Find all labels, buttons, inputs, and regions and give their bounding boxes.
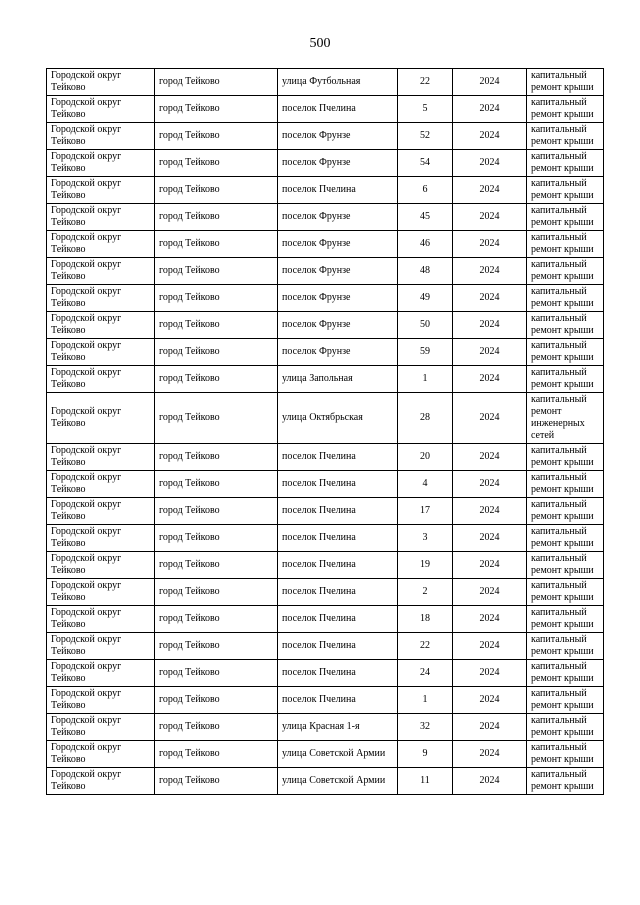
- house-number-cell: 1: [398, 366, 453, 393]
- city-cell: город Тейково: [155, 339, 278, 366]
- work-type-cell: капитальный ремонт крыши: [527, 339, 604, 366]
- year-cell: 2024: [453, 96, 527, 123]
- street-cell: поселок Пчелина: [278, 177, 398, 204]
- year-cell: 2024: [453, 768, 527, 795]
- district-cell: Городской округ Тейково: [47, 498, 155, 525]
- year-cell: 2024: [453, 69, 527, 96]
- house-number-cell: 32: [398, 714, 453, 741]
- house-number-cell: 45: [398, 204, 453, 231]
- table-row: [47, 714, 604, 741]
- district-cell: Городской округ Тейково: [47, 339, 155, 366]
- district-cell: Городской округ Тейково: [47, 633, 155, 660]
- district-cell: Городской округ Тейково: [47, 768, 155, 795]
- work-type-cell: капитальный ремонт крыши: [527, 498, 604, 525]
- work-type-cell: капитальный ремонт крыши: [527, 123, 604, 150]
- house-number-cell: 20: [398, 444, 453, 471]
- work-type-cell: капитальный ремонт крыши: [527, 231, 604, 258]
- house-number-cell: 22: [398, 69, 453, 96]
- city-cell: город Тейково: [155, 579, 278, 606]
- work-type-cell: капитальный ремонт крыши: [527, 444, 604, 471]
- table-row: [47, 741, 604, 768]
- table-row: [47, 177, 604, 204]
- street-cell: поселок Пчелина: [278, 471, 398, 498]
- house-number-cell: 59: [398, 339, 453, 366]
- year-cell: 2024: [453, 177, 527, 204]
- district-cell: Городской округ Тейково: [47, 231, 155, 258]
- year-cell: 2024: [453, 714, 527, 741]
- year-cell: 2024: [453, 579, 527, 606]
- district-cell: Городской округ Тейково: [47, 312, 155, 339]
- house-number-cell: 17: [398, 498, 453, 525]
- table-row: [47, 366, 604, 393]
- street-cell: поселок Фрунзе: [278, 204, 398, 231]
- house-number-cell: 48: [398, 258, 453, 285]
- work-type-cell: капитальный ремонт крыши: [527, 258, 604, 285]
- year-cell: 2024: [453, 393, 527, 444]
- year-cell: 2024: [453, 471, 527, 498]
- street-cell: поселок Пчелина: [278, 96, 398, 123]
- year-cell: 2024: [453, 660, 527, 687]
- street-cell: поселок Фрунзе: [278, 150, 398, 177]
- year-cell: 2024: [453, 606, 527, 633]
- street-cell: улица Октябрьская: [278, 393, 398, 444]
- year-cell: 2024: [453, 123, 527, 150]
- district-cell: Городской округ Тейково: [47, 393, 155, 444]
- house-number-cell: 24: [398, 660, 453, 687]
- work-type-cell: капитальный ремонт крыши: [527, 150, 604, 177]
- year-cell: 2024: [453, 204, 527, 231]
- work-type-cell: капитальный ремонт крыши: [527, 204, 604, 231]
- district-cell: Городской округ Тейково: [47, 579, 155, 606]
- city-cell: город Тейково: [155, 285, 278, 312]
- table-row: [47, 552, 604, 579]
- district-cell: Городской округ Тейково: [47, 471, 155, 498]
- work-type-cell: капитальный ремонт крыши: [527, 552, 604, 579]
- district-cell: Городской округ Тейково: [47, 204, 155, 231]
- house-number-cell: 49: [398, 285, 453, 312]
- year-cell: 2024: [453, 741, 527, 768]
- table-body: [47, 69, 604, 795]
- table-row: [47, 660, 604, 687]
- work-type-cell: капитальный ремонт крыши: [527, 660, 604, 687]
- district-cell: Городской округ Тейково: [47, 177, 155, 204]
- street-cell: поселок Фрунзе: [278, 231, 398, 258]
- table-row: [47, 687, 604, 714]
- work-type-cell: капитальный ремонт крыши: [527, 606, 604, 633]
- street-cell: поселок Пчелина: [278, 660, 398, 687]
- table-row: [47, 69, 604, 96]
- house-number-cell: 50: [398, 312, 453, 339]
- street-cell: поселок Фрунзе: [278, 285, 398, 312]
- district-cell: Городской округ Тейково: [47, 69, 155, 96]
- table-row: [47, 393, 604, 444]
- house-number-cell: 22: [398, 633, 453, 660]
- street-cell: поселок Пчелина: [278, 498, 398, 525]
- table-row: [47, 123, 604, 150]
- district-cell: Городской округ Тейково: [47, 96, 155, 123]
- city-cell: город Тейково: [155, 123, 278, 150]
- table-row: [47, 525, 604, 552]
- house-number-cell: 9: [398, 741, 453, 768]
- city-cell: город Тейково: [155, 258, 278, 285]
- table-row: [47, 285, 604, 312]
- table-row: [47, 606, 604, 633]
- work-type-cell: капитальный ремонт крыши: [527, 96, 604, 123]
- work-type-cell: капитальный ремонт крыши: [527, 633, 604, 660]
- work-type-cell: капитальный ремонт крыши: [527, 525, 604, 552]
- house-number-cell: 46: [398, 231, 453, 258]
- table-row: [47, 258, 604, 285]
- district-cell: Городской округ Тейково: [47, 444, 155, 471]
- table-row: [47, 339, 604, 366]
- year-cell: 2024: [453, 285, 527, 312]
- work-type-cell: капитальный ремонт крыши: [527, 471, 604, 498]
- table-row: [47, 150, 604, 177]
- city-cell: город Тейково: [155, 660, 278, 687]
- year-cell: 2024: [453, 525, 527, 552]
- house-number-cell: 11: [398, 768, 453, 795]
- city-cell: город Тейково: [155, 177, 278, 204]
- street-cell: поселок Пчелина: [278, 579, 398, 606]
- work-type-cell: капитальный ремонт крыши: [527, 69, 604, 96]
- house-number-cell: 5: [398, 96, 453, 123]
- city-cell: город Тейково: [155, 741, 278, 768]
- city-cell: город Тейково: [155, 552, 278, 579]
- city-cell: город Тейково: [155, 498, 278, 525]
- house-number-cell: 28: [398, 393, 453, 444]
- city-cell: город Тейково: [155, 69, 278, 96]
- district-cell: Городской округ Тейково: [47, 552, 155, 579]
- year-cell: 2024: [453, 150, 527, 177]
- street-cell: поселок Пчелина: [278, 525, 398, 552]
- city-cell: город Тейково: [155, 312, 278, 339]
- city-cell: город Тейково: [155, 150, 278, 177]
- district-cell: Городской округ Тейково: [47, 258, 155, 285]
- house-number-cell: 6: [398, 177, 453, 204]
- work-type-cell: капитальный ремонт крыши: [527, 768, 604, 795]
- year-cell: 2024: [453, 687, 527, 714]
- street-cell: улица Красная 1-я: [278, 714, 398, 741]
- house-number-cell: 18: [398, 606, 453, 633]
- district-cell: Городской округ Тейково: [47, 714, 155, 741]
- district-cell: Городской округ Тейково: [47, 687, 155, 714]
- city-cell: город Тейково: [155, 96, 278, 123]
- year-cell: 2024: [453, 231, 527, 258]
- city-cell: город Тейково: [155, 687, 278, 714]
- street-cell: поселок Фрунзе: [278, 312, 398, 339]
- district-cell: Городской округ Тейково: [47, 606, 155, 633]
- year-cell: 2024: [453, 552, 527, 579]
- table-row: [47, 579, 604, 606]
- district-cell: Городской округ Тейково: [47, 660, 155, 687]
- work-type-cell: капитальный ремонт крыши: [527, 366, 604, 393]
- table-row: [47, 204, 604, 231]
- house-number-cell: 52: [398, 123, 453, 150]
- house-number-cell: 19: [398, 552, 453, 579]
- year-cell: 2024: [453, 258, 527, 285]
- year-cell: 2024: [453, 498, 527, 525]
- year-cell: 2024: [453, 633, 527, 660]
- work-type-cell: капитальный ремонт крыши: [527, 579, 604, 606]
- year-cell: 2024: [453, 312, 527, 339]
- year-cell: 2024: [453, 366, 527, 393]
- street-cell: улица Футбольная: [278, 69, 398, 96]
- street-cell: поселок Пчелина: [278, 633, 398, 660]
- work-type-cell: капитальный ремонт крыши: [527, 714, 604, 741]
- table-row: [47, 312, 604, 339]
- house-number-cell: 54: [398, 150, 453, 177]
- street-cell: улица Советской Армии: [278, 768, 398, 795]
- house-number-cell: 2: [398, 579, 453, 606]
- work-type-cell: капитальный ремонт крыши: [527, 312, 604, 339]
- city-cell: город Тейково: [155, 204, 278, 231]
- city-cell: город Тейково: [155, 768, 278, 795]
- district-cell: Городской округ Тейково: [47, 525, 155, 552]
- street-cell: улица Запольная: [278, 366, 398, 393]
- city-cell: город Тейково: [155, 471, 278, 498]
- street-cell: поселок Пчелина: [278, 444, 398, 471]
- district-cell: Городской округ Тейково: [47, 741, 155, 768]
- table-row: [47, 231, 604, 258]
- city-cell: город Тейково: [155, 231, 278, 258]
- repair-schedule-table: [46, 68, 604, 795]
- city-cell: город Тейково: [155, 525, 278, 552]
- street-cell: поселок Пчелина: [278, 606, 398, 633]
- street-cell: поселок Пчелина: [278, 552, 398, 579]
- work-type-cell: капитальный ремонт крыши: [527, 177, 604, 204]
- city-cell: город Тейково: [155, 393, 278, 444]
- district-cell: Городской округ Тейково: [47, 150, 155, 177]
- work-type-cell: капитальный ремонт крыши: [527, 741, 604, 768]
- district-cell: Городской округ Тейково: [47, 366, 155, 393]
- city-cell: город Тейково: [155, 633, 278, 660]
- city-cell: город Тейково: [155, 444, 278, 471]
- table-row: [47, 768, 604, 795]
- city-cell: город Тейково: [155, 714, 278, 741]
- work-type-cell: капитальный ремонт крыши: [527, 285, 604, 312]
- street-cell: поселок Фрунзе: [278, 123, 398, 150]
- table-row: [47, 471, 604, 498]
- house-number-cell: 3: [398, 525, 453, 552]
- street-cell: улица Советской Армии: [278, 741, 398, 768]
- page-number: 500: [309, 36, 331, 51]
- district-cell: Городской округ Тейково: [47, 123, 155, 150]
- table-row: [47, 444, 604, 471]
- year-cell: 2024: [453, 444, 527, 471]
- city-cell: город Тейково: [155, 606, 278, 633]
- street-cell: поселок Фрунзе: [278, 258, 398, 285]
- house-number-cell: 4: [398, 471, 453, 498]
- city-cell: город Тейково: [155, 366, 278, 393]
- district-cell: Городской округ Тейково: [47, 285, 155, 312]
- table-row: [47, 498, 604, 525]
- year-cell: 2024: [453, 339, 527, 366]
- table-row: [47, 96, 604, 123]
- table-row: [47, 633, 604, 660]
- work-type-cell: капитальный ремонт крыши: [527, 687, 604, 714]
- work-type-cell: капитальный ремонт инженерных сетей: [527, 393, 604, 444]
- street-cell: поселок Пчелина: [278, 687, 398, 714]
- street-cell: поселок Фрунзе: [278, 339, 398, 366]
- house-number-cell: 1: [398, 687, 453, 714]
